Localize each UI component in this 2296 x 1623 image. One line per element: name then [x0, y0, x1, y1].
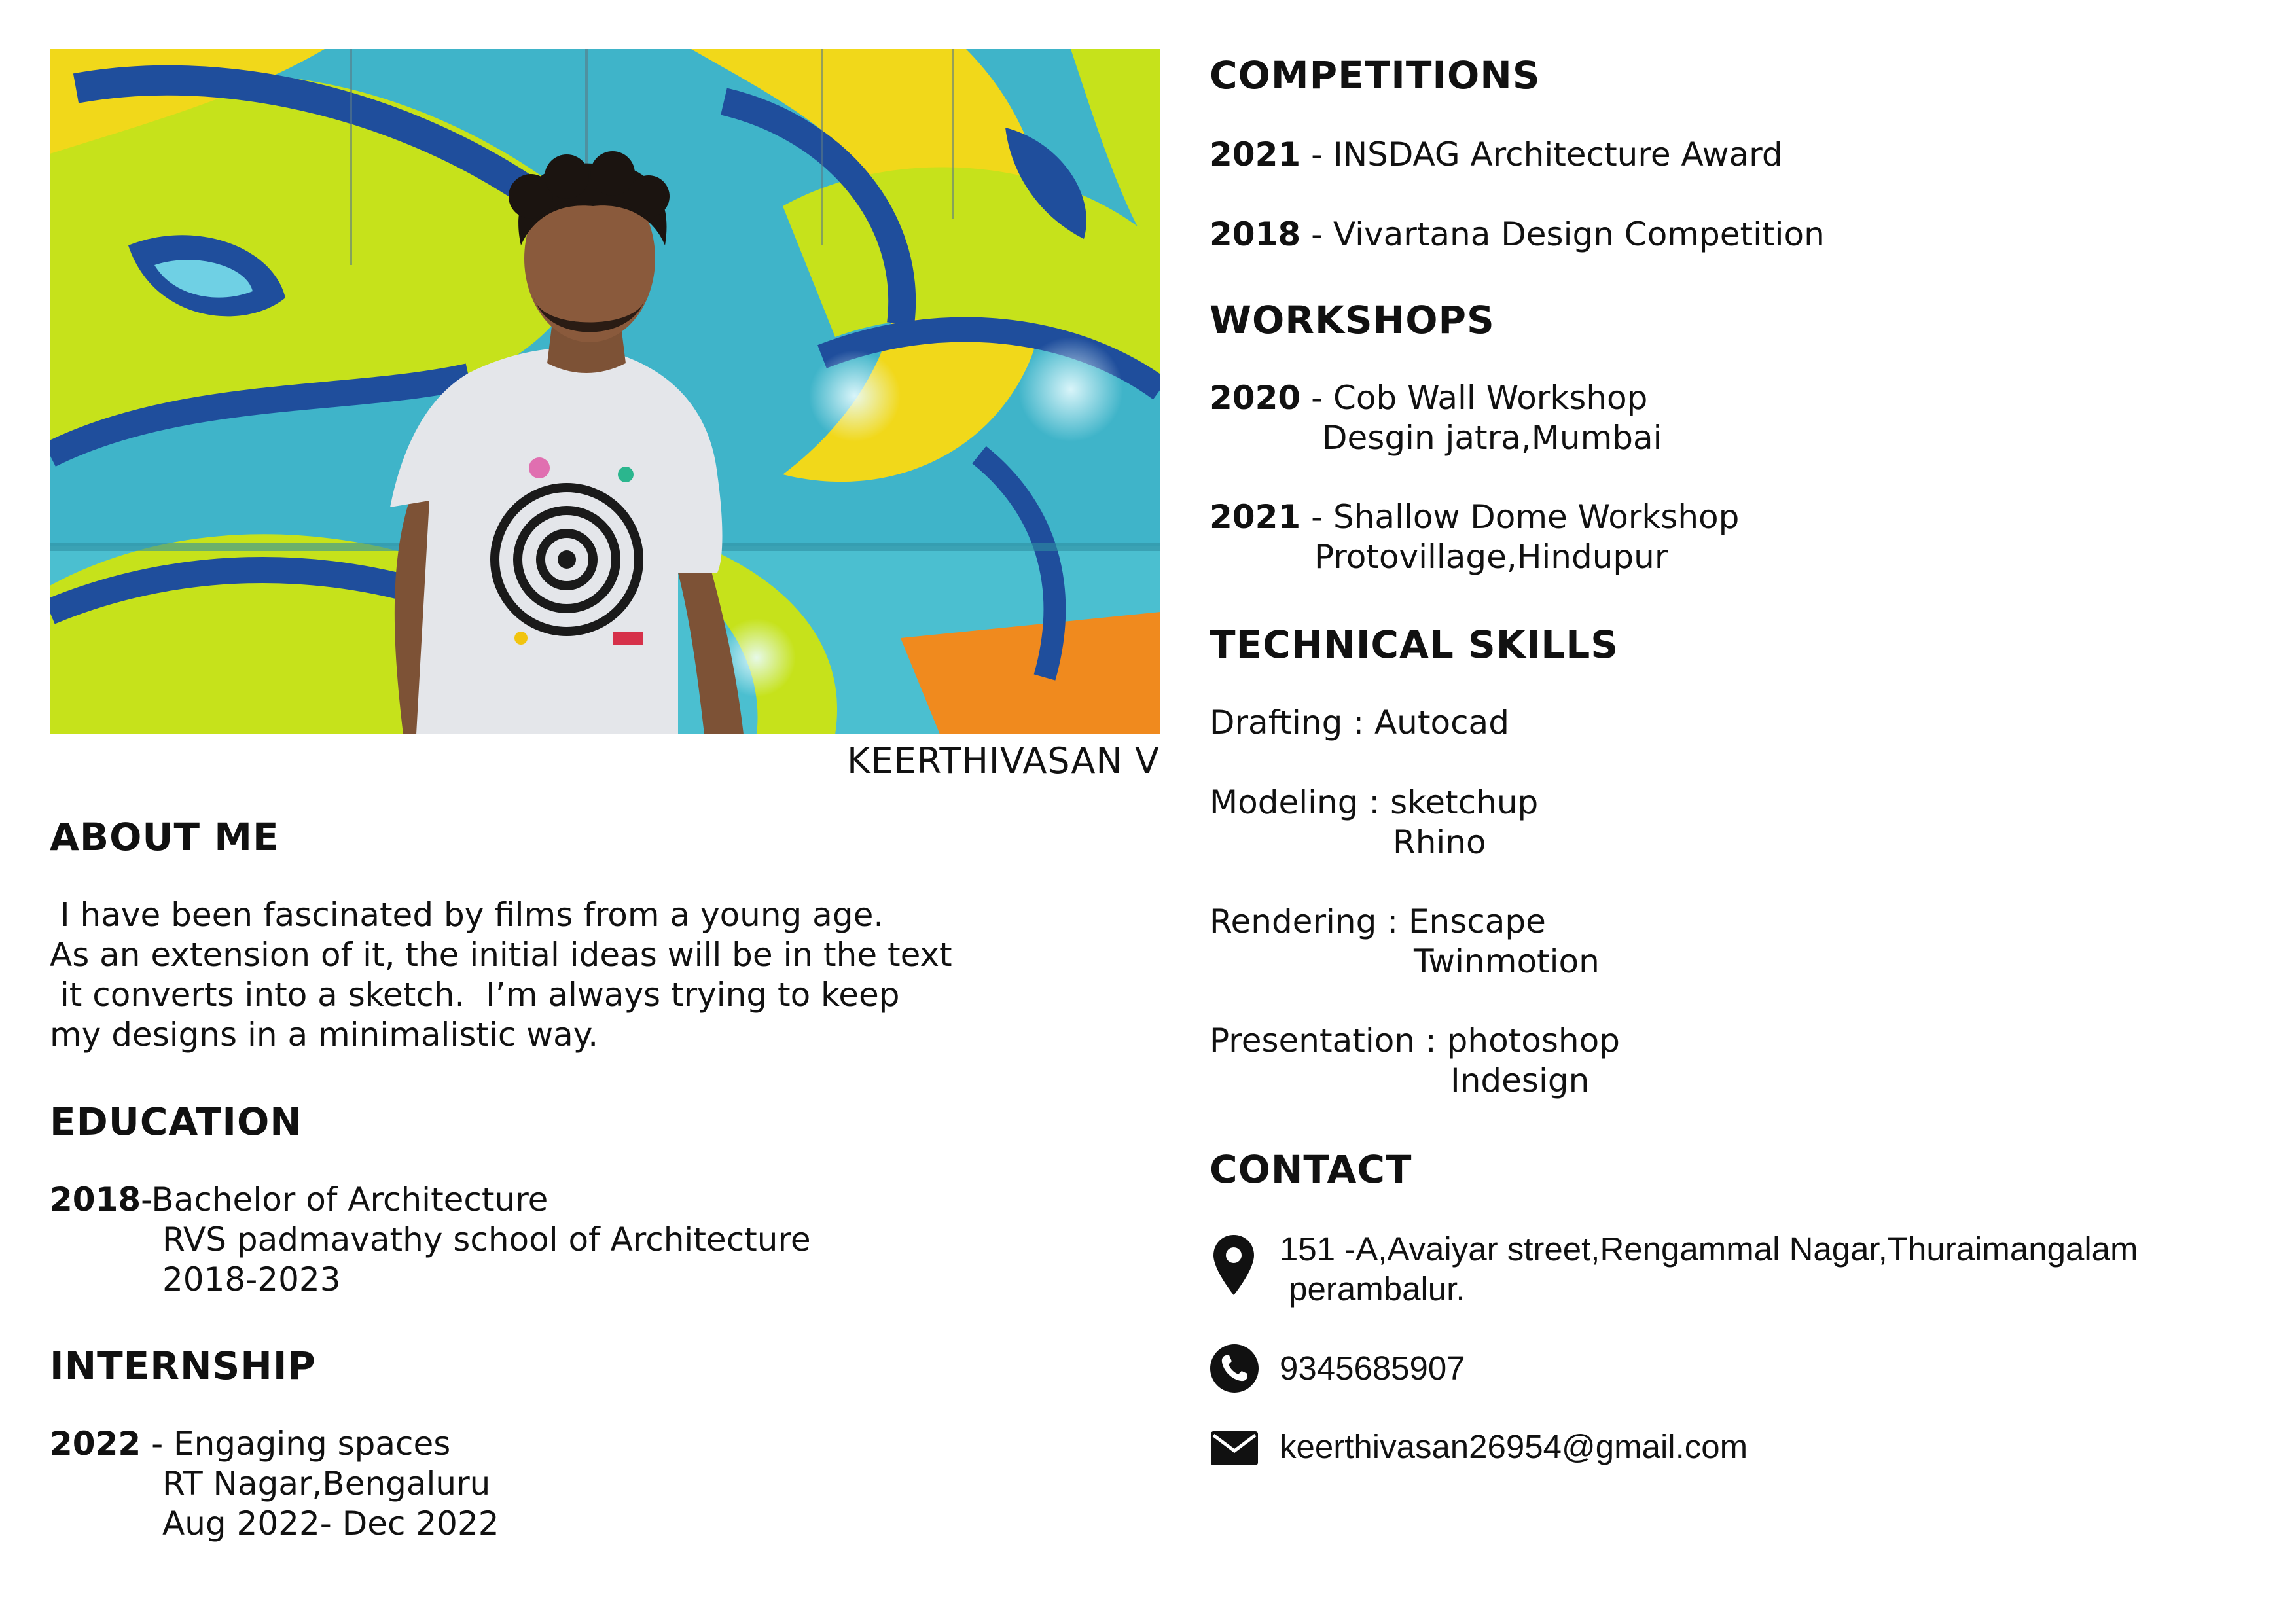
workshop-text: - Cob Wall Workshop	[1300, 379, 1648, 417]
internship-year: 2022	[50, 1425, 141, 1463]
workshop-item	[1210, 497, 1739, 577]
skill-extra: Indesign	[1450, 1061, 1590, 1099]
workshop-year: 2020	[1210, 379, 1301, 417]
internship-entry	[50, 1424, 499, 1544]
phone-icon	[1210, 1344, 1259, 1393]
internship-title: - Engaging spaces	[141, 1425, 451, 1463]
education-heading: EDUCATION	[50, 1099, 302, 1144]
workshops-heading: WORKSHOPS	[1210, 298, 1495, 342]
internship-period: Aug 2022- Dec 2022	[162, 1505, 499, 1543]
about-line: my designs in a minimalistic way.	[50, 1016, 599, 1054]
address-line: 151 -A,Avaiyar street,Rengammal Nagar,Thuraimangalam	[1280, 1230, 2138, 1268]
competitions-heading: COMPETITIONS	[1210, 53, 1541, 98]
education-school: RVS padmavathy school of Architecture	[162, 1221, 811, 1258]
email-address[interactable]: keerthivasan26954@gmail.com	[1280, 1428, 1748, 1465]
education-year: 2018	[50, 1181, 141, 1219]
education-period: 2018-2023	[162, 1260, 341, 1298]
address-line: perambalur.	[1280, 1270, 1465, 1308]
skill-rendering	[1210, 902, 1600, 982]
about-text	[50, 895, 952, 1055]
workshop-item	[1210, 378, 1662, 458]
internship-place: RT Nagar,Bengaluru	[162, 1465, 491, 1503]
about-line: I have been fascinated by films from a young age.	[50, 896, 884, 934]
address	[1280, 1229, 2138, 1309]
skill-modeling	[1210, 783, 1538, 863]
skill-extra: Twinmotion	[1414, 942, 1600, 980]
workshop-detail: Protovillage,Hindupur	[1314, 538, 1668, 576]
competition-item	[1210, 215, 1825, 255]
competition-text: - Vivartana Design Competition	[1300, 215, 1825, 253]
skill-extra: Rhino	[1393, 823, 1486, 861]
phone-number[interactable]: 9345685907	[1280, 1349, 1465, 1387]
workshop-detail: Desgin jatra,Mumbai	[1322, 419, 1662, 457]
about-line: As an extension of it, the initial ideas will be in the text	[50, 936, 952, 974]
about-line: it converts into a sketch. I’m always trying to keep	[50, 976, 900, 1014]
skills-heading: TECHNICAL SKILLS	[1210, 622, 1619, 667]
skill-label: Modeling : sketchup	[1210, 783, 1539, 821]
skill-label: Rendering : Enscape	[1210, 902, 1546, 940]
portrait-photo	[50, 49, 1160, 734]
education-title: -Bachelor of Architecture	[141, 1181, 548, 1219]
workshop-year: 2021	[1210, 498, 1301, 536]
competition-item	[1210, 135, 1783, 175]
skill-label: Presentation : photoshop	[1210, 1022, 1620, 1060]
education-entry	[50, 1180, 811, 1300]
competition-year: 2021	[1210, 135, 1301, 173]
about-heading: ABOUT ME	[50, 815, 279, 859]
mail-icon	[1210, 1430, 1259, 1467]
internship-heading: INTERNSHIP	[50, 1344, 316, 1388]
workshop-text: - Shallow Dome Workshop	[1300, 498, 1740, 536]
person-name: KEERTHIVASAN V	[847, 740, 1160, 781]
competition-text: - INSDAG Architecture Award	[1300, 135, 1783, 173]
competition-year: 2018	[1210, 215, 1301, 253]
skill-drafting: Drafting : Autocad	[1210, 704, 1509, 741]
skill-presentation	[1210, 1021, 1620, 1101]
contact-heading: CONTACT	[1210, 1147, 1412, 1192]
location-pin-icon	[1212, 1234, 1255, 1296]
